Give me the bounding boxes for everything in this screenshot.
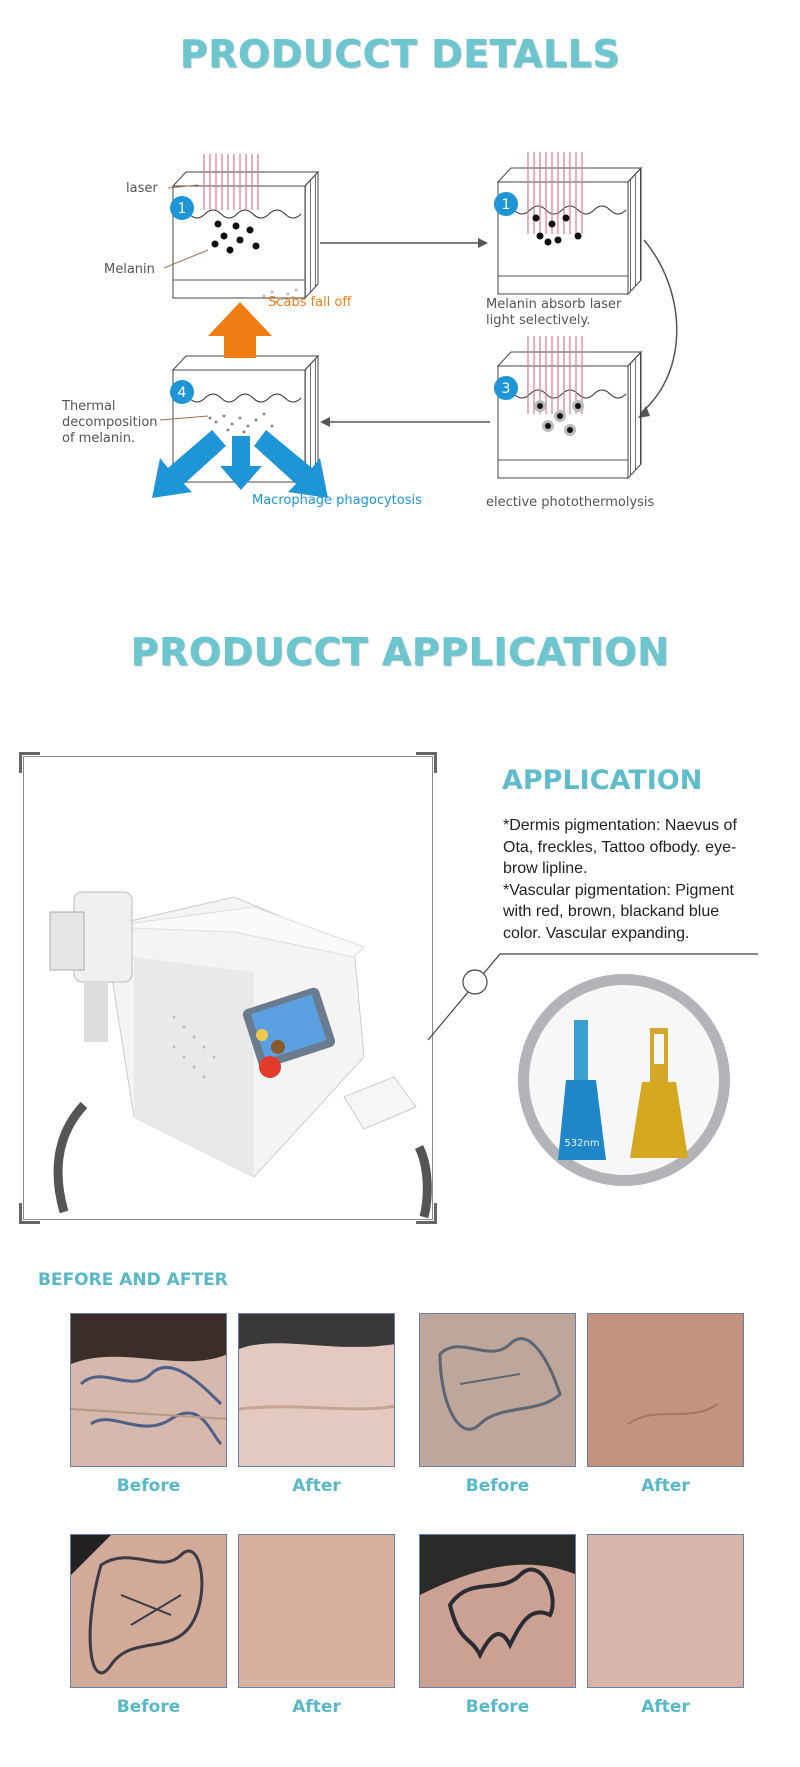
caption-before-1: Before (116, 1476, 181, 1496)
caption-thermal-2: decomposition (62, 415, 158, 430)
orange-up-arrow (208, 302, 272, 358)
before-photo-3 (70, 1534, 227, 1688)
caption-absorb-2: light selectively. (486, 313, 591, 328)
laser-label: laser (126, 181, 158, 196)
caption-macrophage: Macrophage phagocytosis (252, 493, 422, 508)
flow-arrow-curve (642, 240, 677, 412)
caption-elective: elective photothermolysis (486, 495, 655, 510)
before-photo-4 (419, 1534, 576, 1688)
melanin-label: Melanin (104, 262, 155, 277)
caption-after-2: After (641, 1476, 690, 1496)
application-description: *Dermis pigmentation: Naevus of Ota, freckles, Tattoo ofbody. eye- brow lipline. *Vascular pigmentation: Pigment with red, brown, blackand blue color. Vascular expanding. (503, 817, 737, 942)
caption-thermal-3: of melanin. (62, 431, 136, 446)
caption-after-4: After (641, 1697, 690, 1717)
skin-block-1 (104, 154, 318, 298)
after-photo-4 (587, 1534, 744, 1688)
details-title: PRODUCCT DETALLS (179, 32, 621, 76)
caption-scabs: Scabs fall off (268, 295, 352, 310)
caption-before-4: Before (465, 1697, 530, 1717)
application-heading: APPLICATION (502, 765, 703, 796)
skin-block-4 (61, 289, 422, 509)
after-photo-1 (238, 1313, 395, 1467)
caption-before-3: Before (116, 1697, 181, 1717)
handpiece-tips-image (514, 970, 734, 1190)
caption-after-1: After (292, 1476, 341, 1496)
caption-before-2: Before (465, 1476, 530, 1496)
machine-image-frame (23, 756, 433, 1220)
before-after-heading: BEFORE AND AFTER (38, 1270, 228, 1290)
laser-mechanism-diagram (0, 130, 800, 530)
laser-machine-image (24, 757, 432, 1219)
svg-text:1: 1 (177, 201, 187, 217)
before-photo-2 (419, 1313, 576, 1467)
svg-text:1: 1 (501, 197, 511, 213)
caption-after-3: After (292, 1697, 341, 1717)
svg-text:3: 3 (501, 381, 511, 397)
after-photo-2 (587, 1313, 744, 1467)
after-photo-3 (238, 1534, 395, 1688)
skin-block-3 (486, 336, 655, 510)
before-photo-1 (70, 1313, 227, 1467)
skin-block-2 (486, 152, 641, 328)
wavelength-label: 532nm (564, 1138, 600, 1149)
caption-absorb-1: Melanin absorb laser (486, 297, 622, 312)
svg-text:4: 4 (177, 385, 187, 401)
application-title: PRODUCCT APPLICATION (130, 630, 670, 674)
caption-thermal-1: Thermal (62, 399, 116, 414)
